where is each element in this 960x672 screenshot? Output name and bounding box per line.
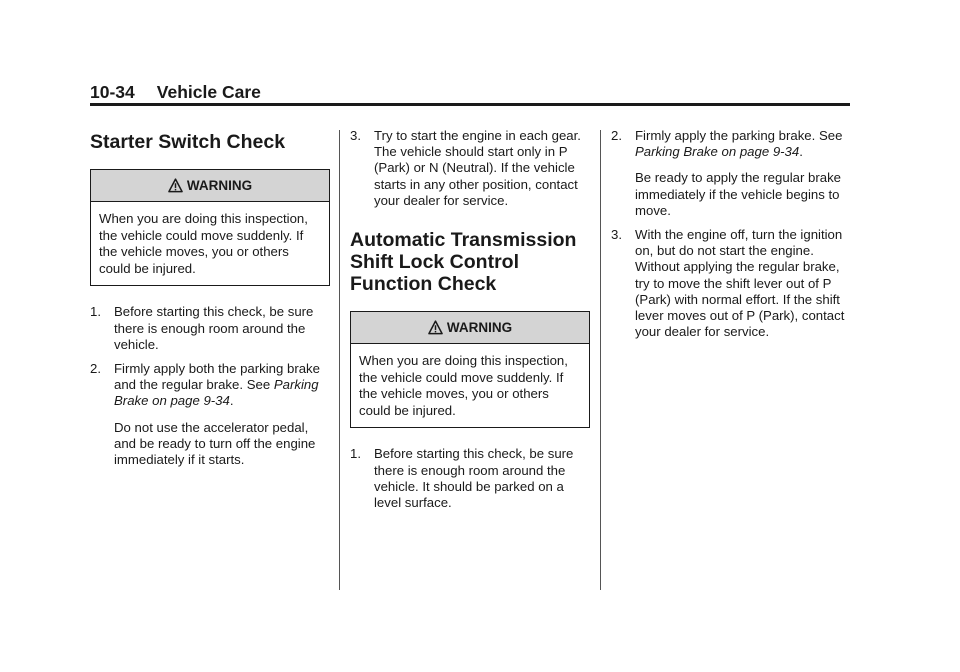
starter-step-1: 1. Before starting this check, be sure there is enough room around the vehicle. [90,304,314,352]
section-title: Vehicle Care [156,82,261,102]
header-rule [90,103,850,106]
warning-icon [428,320,443,335]
shift-lock-step-3: 3. With the engine off, turn the ignition on, but do not start the engine. Without applying the regular brake, try to move the shift lever out of P (Park) with normal effort. If the shift lever moves out of P (Park), contact your dealer for service. [611,227,845,340]
warning-icon [168,178,183,193]
step-note: Do not use the accelerator pedal, and be ready to turn off the engine immediately if it starts. [114,419,316,467]
column-1 [90,128,330,476]
warning-text: When you are doing this inspection, the vehicle could move suddenly. If the vehicle moves, you or others could be injured. [99,211,308,276]
warning-label: WARNING [446,320,513,336]
warning-text: When you are doing this inspection, the vehicle could move suddenly. If the vehicle moves, you or others could be injured. [359,353,568,418]
page-header [90,82,261,103]
warning-header [91,170,329,202]
column-divider-1 [339,130,340,590]
column-divider-2 [600,130,601,590]
page-number: 10-34 [90,82,135,102]
warning-header [351,312,589,344]
starter-warning-box [90,169,330,286]
shift-lock-step-2: 2. Firmly apply the parking brake. See Parking Brake on page 9-34. Be ready to apply the regular brake immediately if the vehicle begins to move. [611,128,851,219]
starter-step-3: 3. Try to start the engine in each gear. The vehicle should start only in P (Park) or N (Neutral). If the vehicle starts in any other position, contact your dealer for service. [350,128,581,208]
step-note: Be ready to apply the regular brake immediately if the vehicle begins to move. [635,170,841,218]
cross-reference-link[interactable]: Parking Brake on page 9-34 [635,144,800,160]
shift-lock-step-1: 1. Before starting this check, be sure there is enough room around the vehicle. It should be parked on a level surface. [350,446,574,510]
column-2 [350,128,590,519]
starter-check-title: Starter Switch Check [90,131,286,153]
cross-reference-link[interactable]: Parking Brake on page 9-34 [114,377,319,409]
column-3 [611,128,851,348]
shift-lock-warning-box [350,311,590,428]
starter-step-2: 2. Firmly apply both the parking brake and the regular brake. See Parking Brake on page 9-34. Do not use the accelerator pedal, and be ready to turn off the engine immediately if it starts. [90,361,330,468]
shift-lock-check-title: Automatic Transmission Shift Lock Control Function Check [350,229,577,296]
warning-label: WARNING [186,178,253,193]
